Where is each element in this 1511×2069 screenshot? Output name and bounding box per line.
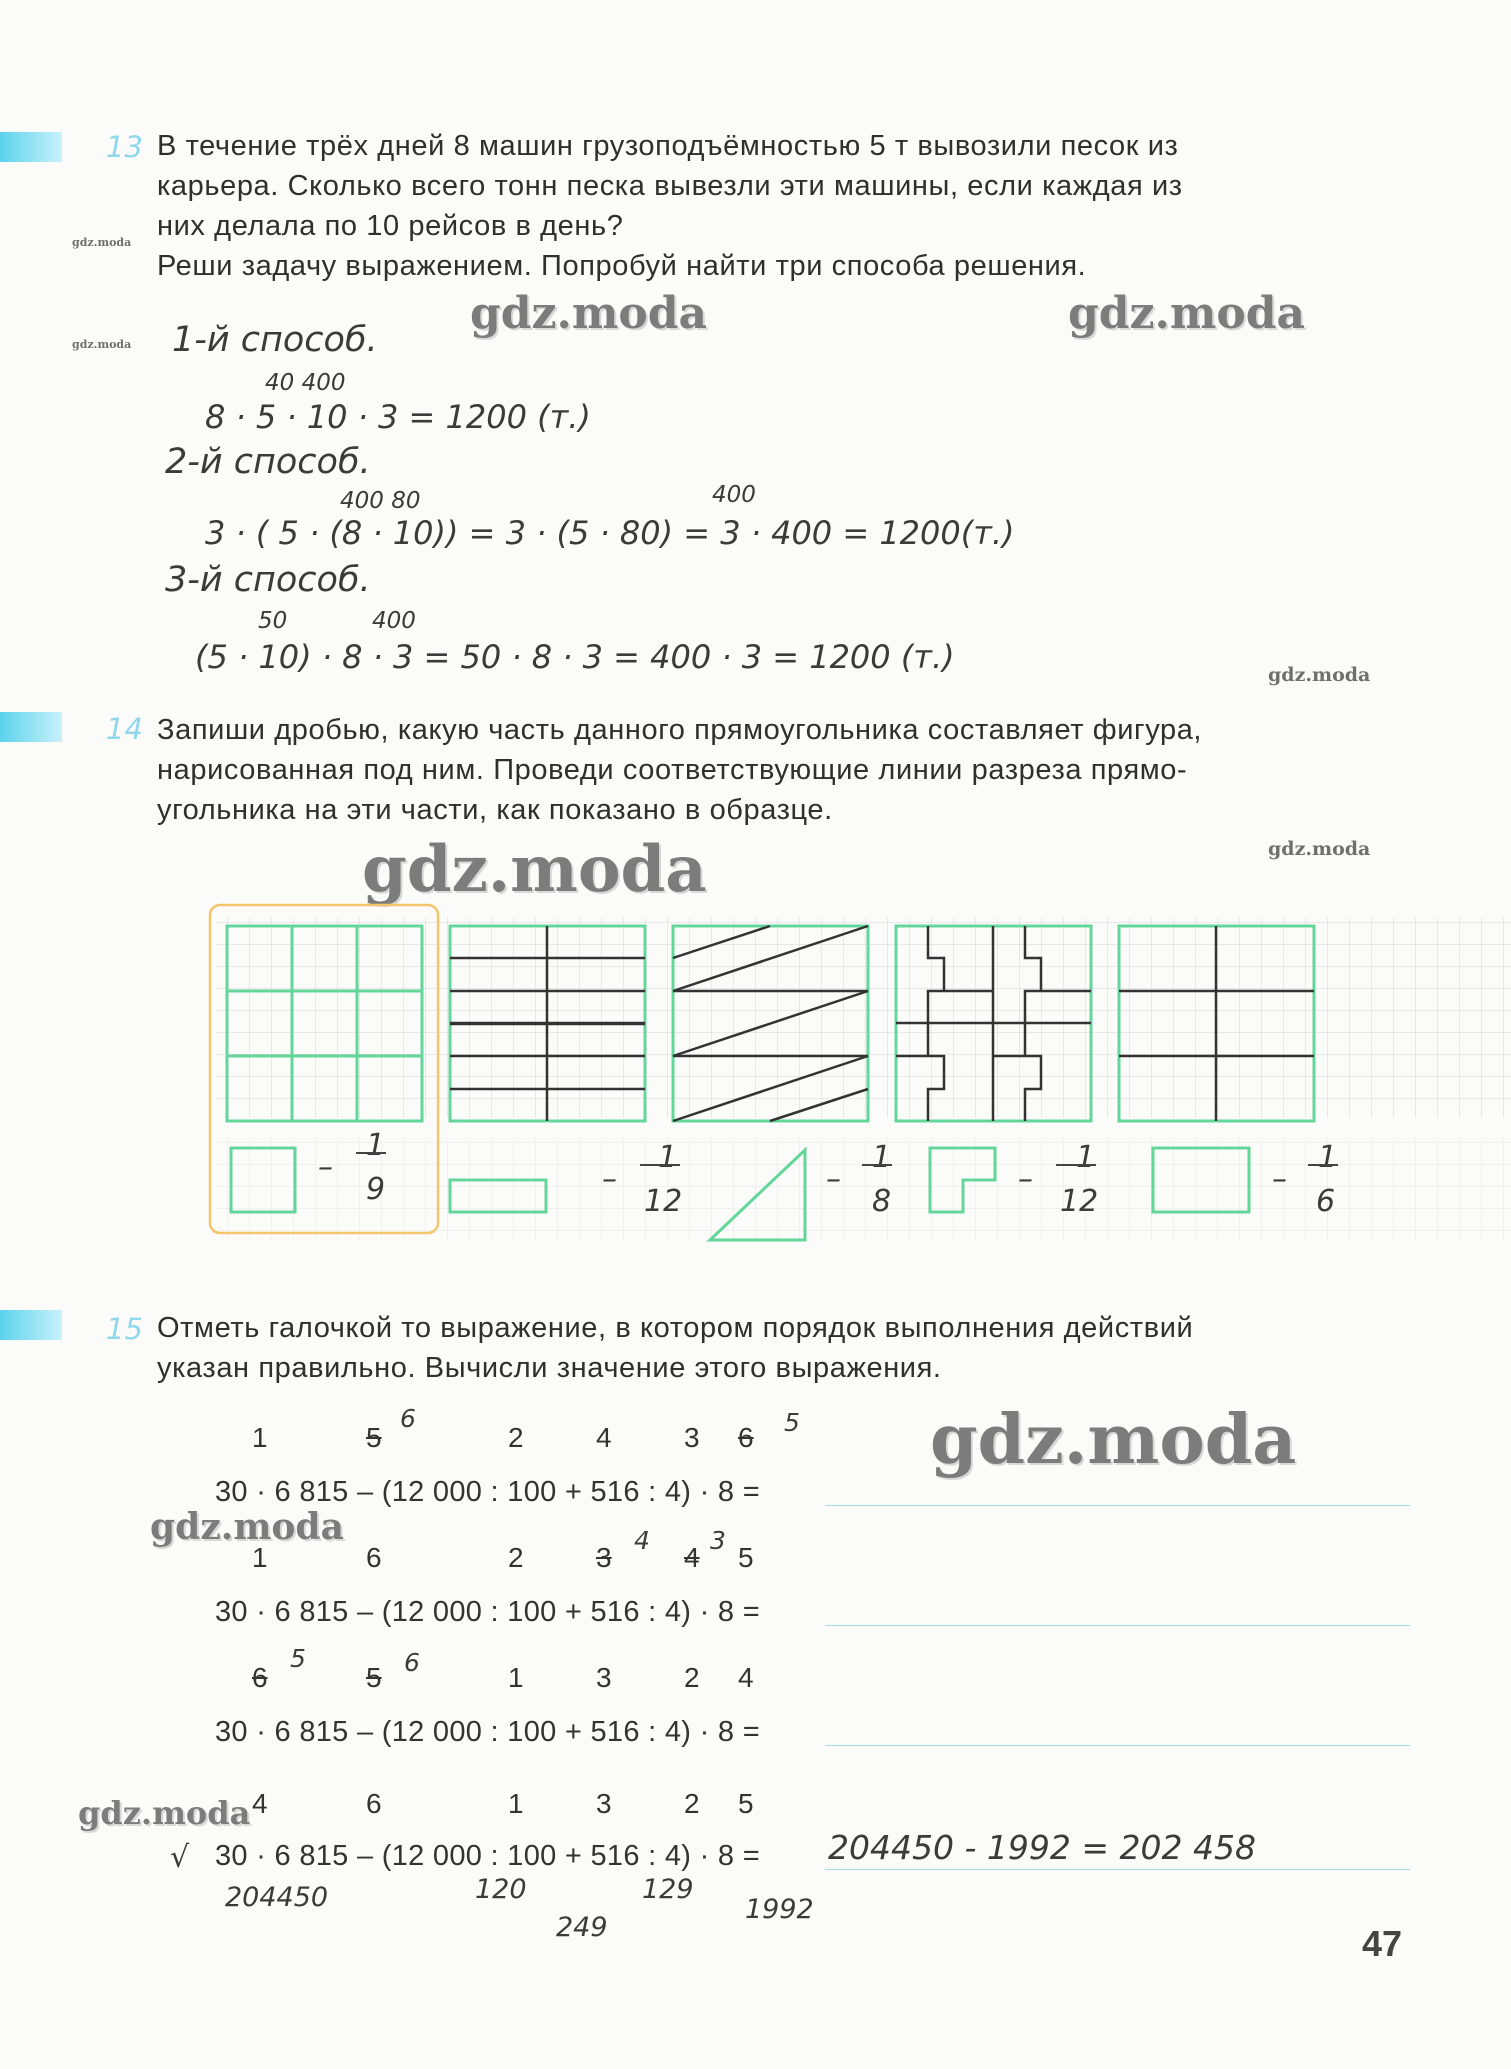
task-13-line-3: них делала по 10 рейсов в день? — [157, 210, 624, 242]
expression: 30 · 6 815 – (12 000 : 100 + 516 : 4) · 8 = — [215, 1596, 760, 1628]
way-3-notes-b: 400 — [372, 608, 416, 634]
answer-line[interactable] — [825, 1869, 1410, 1870]
order-correction: 6 — [400, 1404, 416, 1433]
task-15-tab — [0, 1310, 62, 1340]
watermark: gdz.moda — [150, 1506, 344, 1548]
final-answer: 204450 - 1992 = 202 458 — [828, 1828, 1256, 1867]
task-14-number: 14 — [106, 712, 143, 746]
task-15-line-2: указан правильно. Вычисли значение этого выражения. — [157, 1352, 942, 1384]
watermark-small: gdz.moda — [72, 236, 132, 249]
order-digit: 1 — [508, 1662, 524, 1693]
order-correction: 3 — [710, 1526, 726, 1555]
fraction-4-denominator: 12 — [1060, 1184, 1099, 1219]
order-digit-struck: 5 — [366, 1662, 382, 1693]
order-digit: 6 — [366, 1542, 382, 1573]
task-14-line-2: нарисованная под ним. Проведи соответствующие линии разреза прямо- — [157, 754, 1188, 786]
way-1-expression: 8 · 5 · 10 · 3 = 1200 (т.) — [205, 398, 591, 436]
task-15-number: 15 — [106, 1312, 143, 1346]
order-digit: 3 — [596, 1788, 612, 1819]
order-digit: 3 — [684, 1422, 700, 1453]
watermark: gdz.moda — [1268, 664, 1371, 686]
task-13-tab — [0, 132, 62, 162]
check-mark-icon[interactable]: √ — [170, 1840, 190, 1875]
intermediate-e: 1992 — [745, 1894, 814, 1925]
watermark: gdz.moda — [930, 1400, 1297, 1480]
way-3-notes-a: 50 — [258, 608, 288, 634]
fraction-2-denominator: 12 — [644, 1184, 683, 1219]
order-digit: 1 — [252, 1422, 268, 1453]
watermark: gdz.moda — [470, 288, 708, 339]
intermediate-b: 120 — [475, 1874, 527, 1905]
fraction-1-numerator: 1 — [366, 1128, 386, 1163]
task-13-line-4: Реши задачу выражением. Попробуй найти три способа решения. — [157, 250, 1087, 282]
watermark: gdz.moda — [78, 1794, 251, 1832]
fraction-1 — [318, 1128, 386, 1207]
answer-line[interactable] — [825, 1505, 1410, 1506]
task-13-line-1: В течение трёх дней 8 машин грузоподъёмностью 5 т вывозили песок из — [157, 130, 1179, 162]
order-correction: 6 — [404, 1648, 420, 1677]
fraction-5-denominator: 6 — [1316, 1184, 1336, 1219]
order-digit: 5 — [738, 1788, 754, 1819]
way-1-notes: 40 400 — [265, 370, 346, 396]
expression: 30 · 6 815 – (12 000 : 100 + 516 : 4) · 8 = — [215, 1840, 760, 1872]
order-digit: 2 — [684, 1662, 700, 1693]
fraction-3-denominator: 8 — [872, 1184, 892, 1219]
way-2-notes-a: 400 80 — [340, 488, 421, 514]
fraction-2-dash: – — [602, 1162, 617, 1197]
order-digit: 4 — [252, 1788, 268, 1819]
way-2-expression: 3 · ( 5 · (8 · 10)) = 3 · (5 · 80) = 3 · 400 = 1200(т.) — [205, 514, 1015, 552]
way-1-title: 1-й способ. — [172, 320, 378, 360]
expression: 30 · 6 815 – (12 000 : 100 + 516 : 4) · 8 = — [215, 1716, 760, 1748]
intermediate-a: 204450 — [225, 1882, 329, 1913]
intermediate-d: 129 — [642, 1874, 694, 1905]
task-15-line-1: Отметь галочкой то выражение, в котором порядок выполнения действий — [157, 1312, 1194, 1344]
fraction-4-numerator: 1 — [1076, 1140, 1096, 1175]
order-digit: 4 — [738, 1662, 754, 1693]
order-digit: 2 — [684, 1788, 700, 1819]
fraction-1-dash: – — [318, 1150, 333, 1185]
order-digit: 6 — [366, 1788, 382, 1819]
order-digit-struck: 3 — [596, 1542, 612, 1573]
order-digit-struck: 4 — [684, 1542, 700, 1573]
way-2-notes-b: 400 — [712, 482, 756, 508]
fraction-5-numerator: 1 — [1318, 1140, 1338, 1175]
order-digit: 3 — [596, 1662, 612, 1693]
answer-line[interactable] — [825, 1745, 1410, 1746]
order-digit: 2 — [508, 1542, 524, 1573]
page-number: 47 — [1362, 1923, 1403, 1964]
order-digit-struck: 6 — [252, 1662, 268, 1693]
fraction-3-dash: – — [826, 1162, 841, 1197]
order-digit-struck: 5 — [366, 1422, 382, 1453]
order-correction: 5 — [784, 1408, 800, 1437]
fraction-1-denominator: 9 — [366, 1172, 386, 1207]
task-13-number: 13 — [106, 130, 143, 164]
fraction-3 — [826, 1140, 892, 1219]
fraction-2 — [602, 1140, 683, 1219]
fraction-3-numerator: 1 — [872, 1140, 892, 1175]
way-3-expression: (5 · 10) · 8 · 3 = 50 · 8 · 3 = 400 · 3 = 1200 (т.) — [195, 638, 955, 676]
watermark: gdz.moda — [1268, 838, 1371, 860]
watermark: gdz.moda — [362, 832, 707, 907]
order-digit: 1 — [252, 1542, 268, 1573]
order-correction: 4 — [634, 1526, 650, 1555]
way-3-title: 3-й способ. — [165, 560, 371, 600]
fraction-4 — [1018, 1140, 1099, 1219]
task-14-tab — [0, 712, 62, 742]
intermediate-c: 249 — [556, 1912, 608, 1943]
order-digit-struck: 6 — [738, 1422, 754, 1453]
task-14-line-3: угольника на эти части, как показано в образце. — [157, 794, 833, 826]
fraction-2-numerator: 1 — [658, 1140, 678, 1175]
order-correction: 5 — [290, 1644, 306, 1673]
watermark-small: gdz.moda — [72, 338, 132, 351]
task-13-line-2: карьера. Сколько всего тонн песка вывезли эти машины, если каждая из — [157, 170, 1183, 202]
task-14-line-1: Запиши дробью, какую часть данного прямоугольника составляет фигура, — [157, 714, 1203, 746]
fraction-4-dash: – — [1018, 1162, 1033, 1197]
order-digit: 2 — [508, 1422, 524, 1453]
expression: 30 · 6 815 – (12 000 : 100 + 516 : 4) · 8 = — [215, 1476, 760, 1508]
order-digit: 1 — [508, 1788, 524, 1819]
way-2-title: 2-й способ. — [165, 442, 371, 482]
order-digit: 5 — [738, 1542, 754, 1573]
watermark: gdz.moda — [1068, 288, 1306, 339]
answer-line[interactable] — [825, 1625, 1410, 1626]
order-digit: 4 — [596, 1422, 612, 1453]
fraction-5 — [1272, 1140, 1338, 1219]
fraction-5-dash: – — [1272, 1162, 1287, 1197]
